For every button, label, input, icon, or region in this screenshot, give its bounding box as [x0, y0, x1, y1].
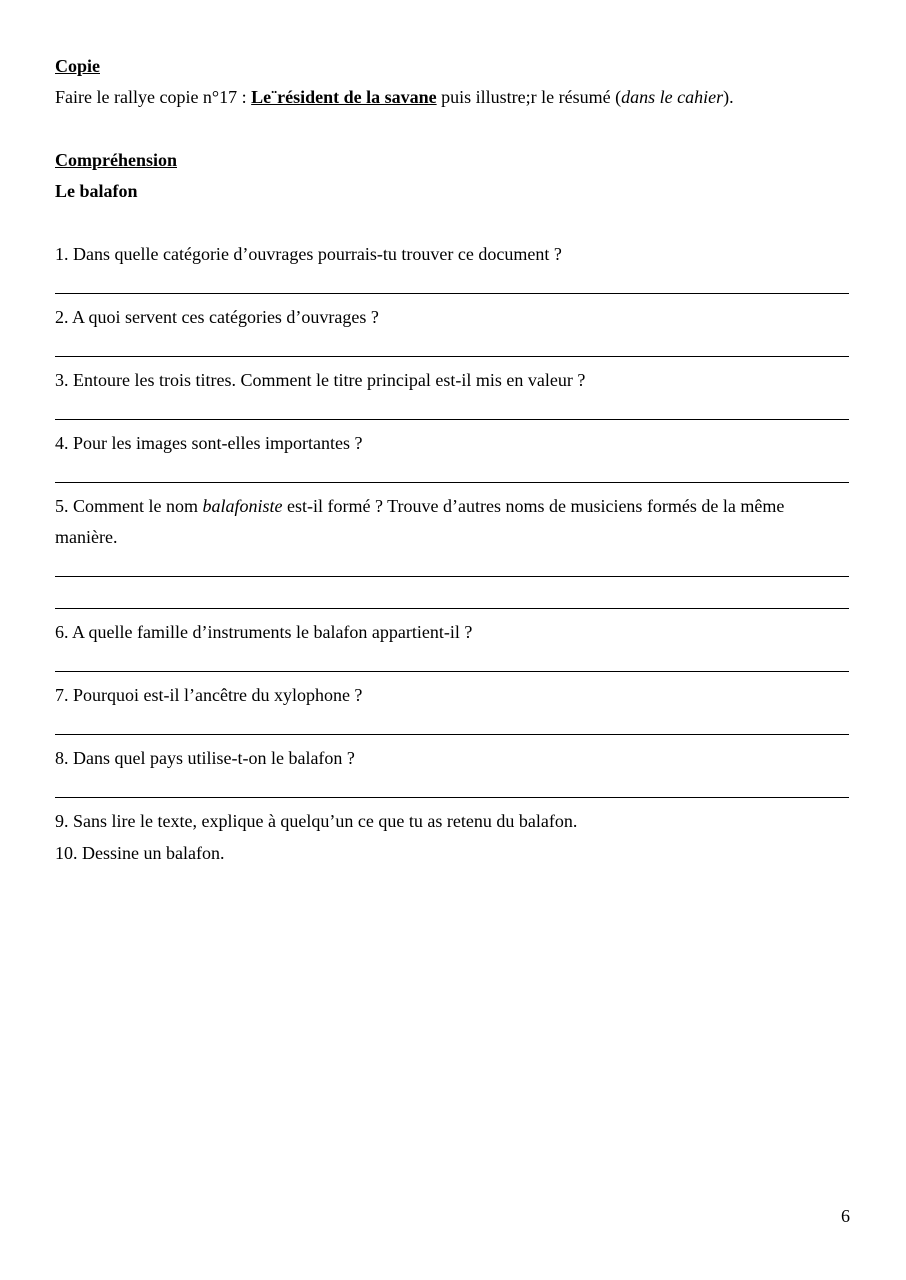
answer-line-2[interactable]: [55, 356, 849, 357]
question-5-italic-word: balafoniste: [202, 496, 283, 516]
question-8: 8. Dans quel pays utilise-t-on le balafon ?: [55, 748, 355, 768]
question-5-prefix: 5. Comment le nom: [55, 496, 203, 516]
copie-instruction-suffix: ).: [723, 87, 734, 107]
question-4: 4. Pour les images sont-elles importantes ?: [55, 433, 363, 453]
page-number: 6: [841, 1206, 850, 1226]
question-7: 7. Pourquoi est-il l’ancêtre du xylophone ?: [55, 685, 363, 705]
question-2: 2. A quoi servent ces catégories d’ouvrages ?: [55, 307, 379, 327]
answer-line-8[interactable]: [55, 797, 849, 798]
copie-instruction-prefix: Faire le rallye copie n°17 :: [55, 87, 252, 107]
answer-line-4[interactable]: [55, 482, 849, 483]
comprehension-heading: Compréhension: [55, 150, 178, 170]
answer-line-6[interactable]: [55, 671, 849, 672]
question-5-suffix: est-il formé ? Trouve d’autres noms de musiciens formés de la même: [282, 496, 785, 516]
text-title: Le balafon: [55, 181, 138, 201]
copie-instruction: [55, 86, 734, 108]
copie-instruction-italic: dans le cahier: [621, 87, 724, 107]
question-5-continuation: manière.: [55, 527, 118, 547]
question-9: 9. Sans lire le texte, explique à quelqu’un ce que tu as retenu du balafon.: [55, 811, 578, 831]
copie-rallye-title: Le¨résident de la savane: [251, 87, 437, 107]
copie-heading: Copie: [55, 56, 100, 76]
question-5: [55, 495, 784, 517]
answer-line-3[interactable]: [55, 419, 849, 420]
answer-line-5a[interactable]: [55, 576, 849, 577]
question-1: 1. Dans quelle catégorie d’ouvrages pourrais-tu trouver ce document ?: [55, 244, 562, 264]
answer-line-5b[interactable]: [55, 608, 849, 609]
answer-line-7[interactable]: [55, 734, 849, 735]
question-3: 3. Entoure les trois titres. Comment le titre principal est-il mis en valeur ?: [55, 370, 586, 390]
question-6: 6. A quelle famille d’instruments le balafon appartient-il ?: [55, 622, 473, 642]
answer-line-1[interactable]: [55, 293, 849, 294]
question-10: 10. Dessine un balafon.: [55, 843, 225, 863]
copie-instruction-middle: puis illustre;r le résumé (: [436, 87, 622, 107]
